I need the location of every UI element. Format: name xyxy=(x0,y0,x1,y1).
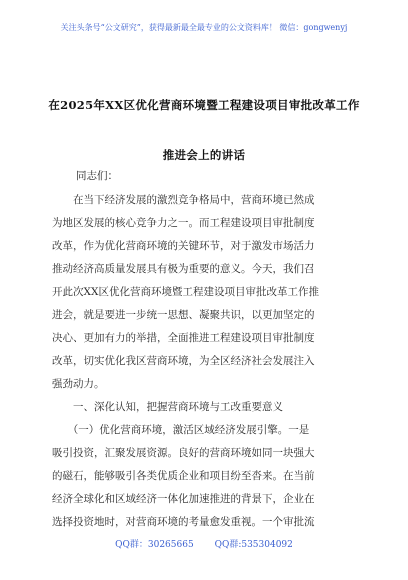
body-line: （一）优化营商环境，激活区域经济发展引擎。一是 xyxy=(52,424,310,436)
footer-qq-group-1: QQ群：30265665 xyxy=(115,540,194,550)
body-line: 决心、更加有力的举措，全面推进工程建设项目审批制度 xyxy=(52,332,315,344)
body-line: 吸引投资，汇聚发展资源。良好的营商环境如同一块强大 xyxy=(52,447,315,459)
body-line: 改革，作为优化营商环境的关键环节，对于激发市场活力 xyxy=(52,240,315,252)
body-line: 为地区发展的核心竞争力之一。而工程建设项目审批制度 xyxy=(52,217,315,229)
body-line: 选择投资地时，对营商环境的考量愈发重视。一个审批流 xyxy=(52,516,315,528)
body-line: 开此次XX区优化营商环境暨工程建设项目审批改革工作推 xyxy=(52,286,319,298)
section-heading: 一、深化认知，把握营商环境与工改重要意义 xyxy=(52,401,283,413)
body-line: 进会，就是要进一步统一思想、凝聚共识，以更加坚定的 xyxy=(52,309,315,321)
footer-contact xyxy=(0,537,408,550)
body-line: 经济全球化和区域经济一体化加速推进的背景下，企业在 xyxy=(52,493,315,505)
footer-qq-group-2: QQ群:535304092 xyxy=(214,540,293,550)
body-line: 改革，切实优化我区营商环境，为全区经济社会发展注入 xyxy=(52,355,315,367)
body-line: 在当下经济发展的激烈竞争格局中，营商环境已然成 xyxy=(52,194,315,206)
salutation: 同志们： xyxy=(76,170,118,182)
header-note: 关注头条号“公文研究”，获得最新最全最专业的公文资料库！ 微信：gongwenyj xyxy=(60,23,348,32)
body-line: 的磁石，能够吸引各类优质企业和项目纷至沓来。在当前 xyxy=(52,470,315,482)
document-title-line-1: 在2025年XX区优化营商环境暨工程建设项目审批改革工作 xyxy=(48,98,360,112)
body-line: 推动经济高质量发展具有极为重要的意义。今天，我们召 xyxy=(52,263,315,275)
body-line: 强劲动力。 xyxy=(52,378,105,390)
document-title-line-2: 推进会上的讲话 xyxy=(162,148,246,162)
